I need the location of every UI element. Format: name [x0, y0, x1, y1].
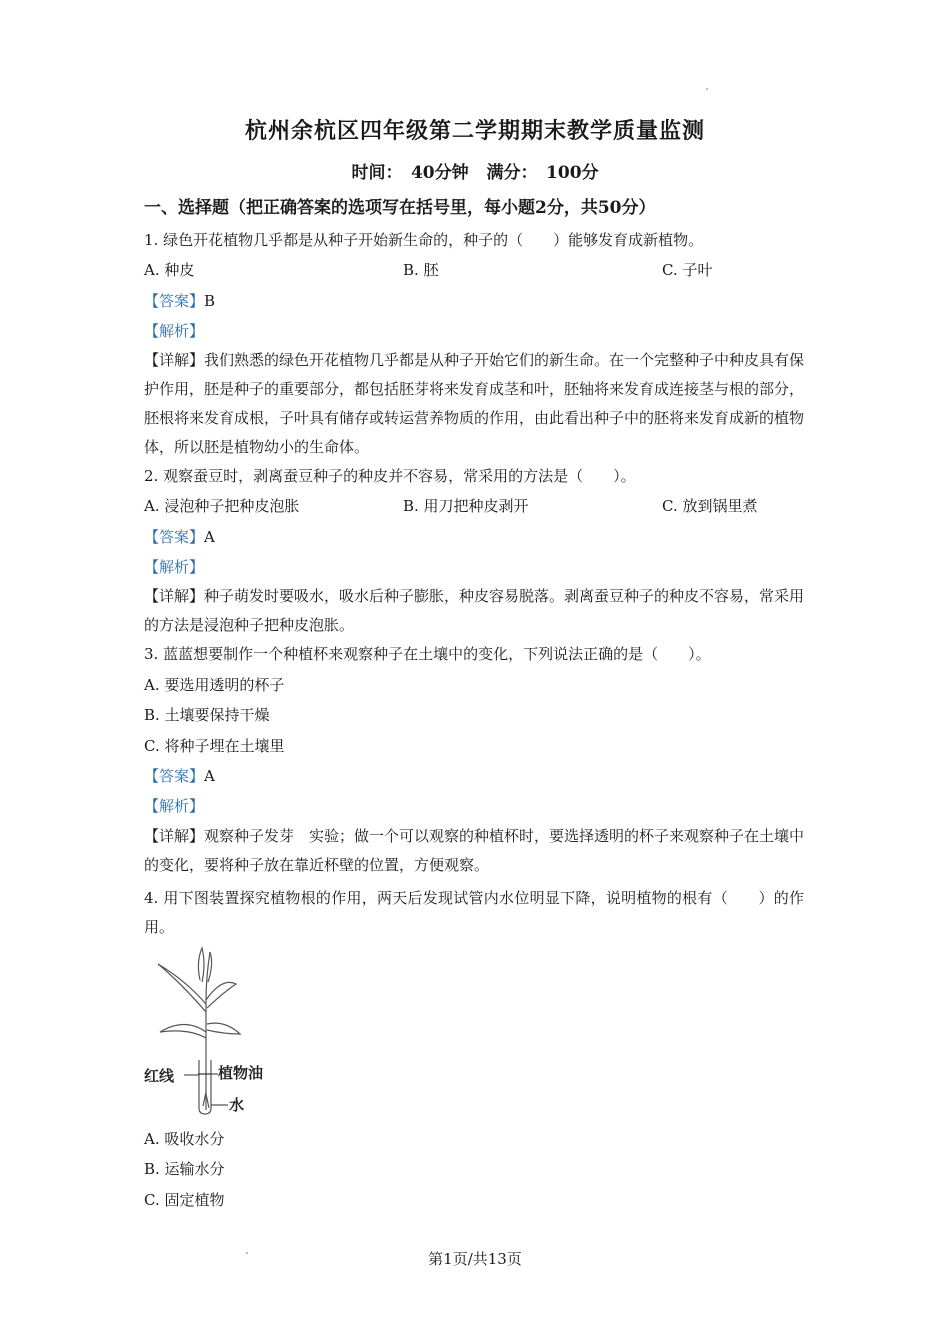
q4-stem: 4. 用下图装置探究植物根的作用，两天后发现试管内水位明显下降，说明植物的根有（ ）的作用。: [144, 889, 804, 936]
label-water: 水: [229, 1096, 245, 1114]
section-heading: 一、选择题（把正确答案的选项写在括号里，每小题2分，共50分）: [144, 198, 656, 218]
q2-detail: 【详解】种子萌发时要吸水，吸水后种子膨胀，种皮容易脱落。剥离蚕豆种子的种皮不容易，常采用的方法是浸泡种子把种皮泡胀。: [144, 587, 805, 634]
q2-stem: 2. 观察蚕豆时，剥离蚕豆种子的种皮并不容易，常采用的方法是（ ）。: [144, 467, 636, 485]
q4-option-b: B. 运输水分: [144, 1160, 225, 1178]
q3-option-c: C. 将种子埋在土壤里: [144, 737, 285, 755]
q3-answer: [144, 765, 215, 787]
answer-tag: 【答案】: [144, 528, 205, 546]
q2-option-b: B. 用刀把种皮剥开: [403, 497, 529, 515]
leaf-right-lower: [207, 1023, 240, 1034]
answer-value: A: [204, 528, 215, 546]
q1-detail: 【详解】我们熟悉的绿色开花植物几乎都是从种子开始它们的新生命。在一个完整种子中种皮具有保护作用，胚是种子的重要部分，都包括胚芽将来发育成茎和叶，胚轴将来发育成连接茎与根的部分，胚根将来发育成根，子叶具有储存或转运营养物质的作用，由此看出种子中的胚将来发育成新的植物体，所以胚是植物幼小的生命体。: [144, 351, 805, 456]
leaf-left-lower: [160, 1025, 206, 1039]
q4-option-c: C. 固定植物: [144, 1191, 225, 1209]
page-title: 杭州余杭区四年级第二学期期末教学质量监测: [244, 118, 705, 144]
answer-value: A: [204, 767, 215, 785]
q3-option-a: A. 要选用透明的杯子: [144, 676, 285, 694]
q2-analysis-tag: 【解析】: [144, 558, 205, 576]
q1-option-c: C. 子叶: [662, 261, 713, 279]
q2-answer: [144, 526, 215, 548]
label-oil: 植物油: [218, 1064, 264, 1082]
q1-option-a: A. 种皮: [144, 261, 195, 279]
q1-answer: [144, 290, 215, 312]
q1-option-b: B. 胚: [403, 261, 439, 279]
label-red-line: 红线: [144, 1067, 175, 1085]
plant-test-tube-figure: [140, 942, 285, 1122]
q2-option-c: C. 放到锅里煮: [662, 497, 758, 515]
leaf-right-upper: [206, 982, 236, 1008]
q3-analysis-tag: 【解析】: [144, 797, 205, 815]
q1-analysis-tag: 【解析】: [144, 322, 205, 340]
leaf-top: [198, 948, 204, 982]
q1-stem: 1. 绿色开花植物几乎都是从种子开始新生命的，种子的（ ）能够发育成新植物。: [144, 231, 704, 249]
exam-meta: [0, 158, 950, 183]
q4-option-a: A. 吸收水分: [144, 1130, 225, 1148]
exam-score: 满分： 100分: [486, 163, 599, 183]
plant-illustration: [140, 942, 285, 1122]
q3-option-b: B. 土壤要保持干燥: [144, 706, 270, 724]
answer-tag: 【答案】: [144, 767, 205, 785]
q2-option-a: A. 浸泡种子把种皮泡胀: [144, 497, 300, 515]
answer-tag: 【答案】: [144, 292, 205, 310]
q3-stem: 3. 蓝蓝想要制作一个种植杯来观察种子在土壤中的变化，下列说法正确的是（ ）。: [144, 645, 711, 663]
scan-dot: [706, 88, 708, 90]
answer-value: B: [204, 292, 216, 310]
page-footer: 第1页/共13页: [428, 1250, 522, 1268]
exam-time: 时间： 40分钟: [351, 163, 469, 183]
test-tube: [199, 1060, 211, 1114]
q3-detail: 【详解】观察种子发芽 实验；做一个可以观察的种植杯时，要选择透明的杯子来观察种子在土壤中的变化，要将种子放在靠近杯壁的位置，方便观察。: [144, 827, 805, 874]
